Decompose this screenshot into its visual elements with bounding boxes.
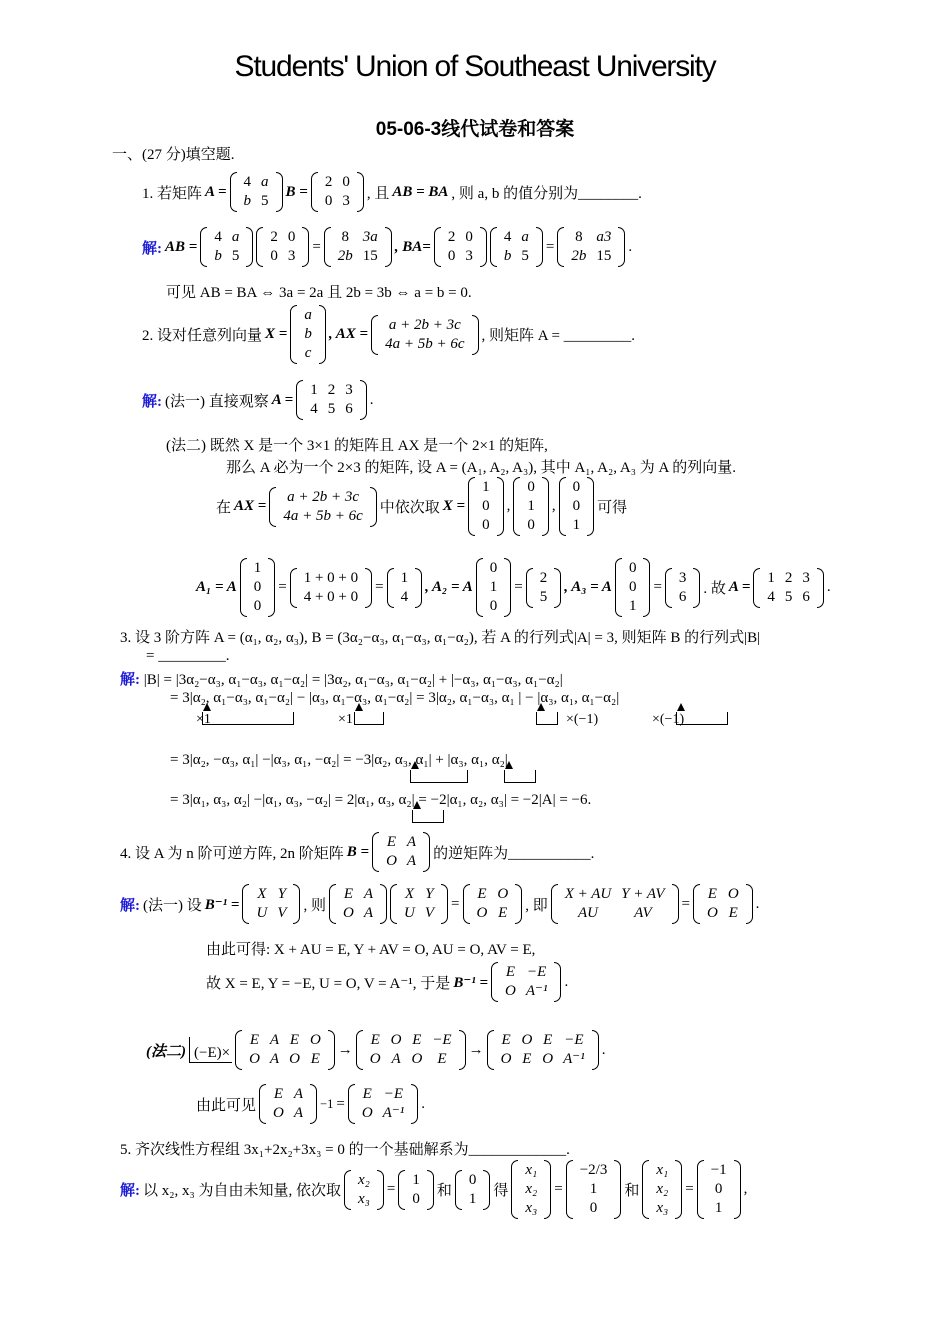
matrix-cell: 4 bbox=[243, 174, 251, 190]
q4-sol1-text: (法一) 设 bbox=[143, 897, 202, 914]
matrix-cell: 4 bbox=[310, 401, 318, 417]
q4-B-2 bbox=[329, 884, 387, 924]
matrix-cell: 0 bbox=[253, 579, 262, 595]
matrix-cell: 0 bbox=[324, 193, 333, 209]
q3-sol-line4: = 3|α₁, α₃, α₂| −|α₁, α₃, −α₂| = 2|α₁, α₃, α₂| = −2|α₁, α₂, α₃| = −2|A| = −6. bbox=[170, 792, 592, 808]
q4-derive2-text: 故 X = E, Y = −E, U = O, V = A⁻¹, 于是 bbox=[206, 975, 451, 992]
matrix-cell: 1 bbox=[572, 517, 581, 533]
matrix-cell: A bbox=[269, 1032, 280, 1048]
q2-A-label: A = bbox=[271, 391, 294, 408]
q4-M2 bbox=[356, 1030, 466, 1070]
matrix-cell: 0 bbox=[342, 174, 350, 190]
q3-mark-3: ×(−1) bbox=[566, 712, 599, 727]
matrix-cell: x₂ bbox=[357, 1171, 370, 1188]
matrix-cell: 0 bbox=[468, 1171, 477, 1188]
q3-sol-1 bbox=[120, 668, 563, 689]
q2-vector-AX-2 bbox=[269, 487, 376, 527]
solution-label: 解: bbox=[120, 1183, 140, 1199]
matrix-cell: 0 bbox=[270, 248, 278, 264]
matrix-cell: 6 bbox=[678, 588, 687, 605]
q1-conclusion: 可见 AB = BA ⇔ 3a = 2a 且 2b = 3b ⇔ a = b = 0. bbox=[166, 285, 472, 301]
q1-sol-ba: , BA= bbox=[394, 238, 431, 255]
matrix-cell: b bbox=[503, 248, 512, 264]
q1-sol-matrix-B2 bbox=[434, 227, 487, 267]
q4-question: 的逆矩阵为___________. bbox=[433, 845, 595, 862]
q2-sol2-line1: (法二) 既然 X 是一个 3×1 的矩阵且 AX 是一个 2×1 的矩阵, bbox=[166, 438, 548, 454]
matrix-cell: AU bbox=[577, 905, 598, 921]
q1-sol-matrix-A bbox=[200, 227, 253, 267]
matrix-cell: E bbox=[437, 1051, 447, 1067]
q5-text: 5. 齐次线性方程组 3x₁+2x₂+3x₃ = 0 的一个基础解系为_____________. bbox=[120, 1142, 570, 1158]
matrix-cell: b bbox=[304, 326, 312, 342]
q1-text: 1. 若矩阵 bbox=[142, 185, 203, 202]
q1-line bbox=[142, 172, 642, 212]
matrix-cell: b bbox=[243, 193, 251, 209]
matrix-cell: E bbox=[310, 1051, 320, 1067]
matrix-cell: A bbox=[293, 1086, 304, 1102]
matrix-cell: 1 bbox=[400, 569, 409, 586]
q1-matrix-A bbox=[230, 172, 283, 212]
matrix-cell: 0 bbox=[628, 560, 637, 576]
q4-Binv-label: B⁻¹ = bbox=[204, 896, 240, 913]
matrix-cell: x₁ bbox=[525, 1162, 538, 1178]
q4-derive2: 故 X = E, Y = −E, U = O, V = A⁻¹, 于是 B⁻¹ = E −E O A⁻¹ . bbox=[206, 962, 568, 1002]
matrix-cell: O bbox=[273, 1105, 284, 1121]
matrix-cell: 1 bbox=[714, 1200, 723, 1216]
matrix-cell: Y + AV bbox=[621, 886, 665, 902]
q2-sol1-text: (法一) 直接观察 bbox=[165, 393, 269, 410]
q5-and-2: 和 bbox=[624, 1183, 640, 1199]
matrix-cell: 0 bbox=[287, 229, 296, 245]
matrix-cell: E bbox=[289, 1032, 300, 1048]
matrix-cell: a bbox=[521, 229, 529, 245]
matrix-cell: 0 bbox=[714, 1181, 723, 1197]
matrix-cell: O bbox=[390, 1032, 402, 1048]
q5-x bbox=[511, 1160, 551, 1219]
q2-sol2-line2: 那么 A 必为一个 2×3 的矩阵, 设 A = (A₁, A₂, A₃), 其中 A₁, A₂, A₃ 为 A 的列向量. bbox=[226, 460, 736, 476]
matrix-cell: O bbox=[386, 853, 397, 869]
matrix-cell: b bbox=[214, 248, 222, 264]
matrix-cell: 4 bbox=[503, 229, 512, 245]
q4-Binv-label-2: B⁻¹ = bbox=[453, 974, 489, 991]
matrix-cell: 8 bbox=[575, 229, 583, 245]
q1-condition: AB = BA bbox=[392, 183, 449, 200]
matrix-cell: E bbox=[362, 1086, 372, 1102]
matrix-cell: X + AU bbox=[564, 886, 612, 902]
q4-EO bbox=[463, 884, 523, 924]
q3-text-2: = _________. bbox=[146, 648, 230, 664]
matrix-cell: −1 bbox=[710, 1162, 727, 1178]
matrix-cell: O bbox=[289, 1051, 300, 1067]
matrix-cell: 0 bbox=[447, 248, 456, 264]
q4-sol2-label: (法二) bbox=[146, 1043, 186, 1060]
q2-line bbox=[142, 305, 635, 364]
q2-A3-label: , A₃ = A bbox=[564, 579, 612, 595]
matrix-cell: 1 bbox=[482, 479, 490, 495]
q4-see: 由此可见 E A O A −1 = E −E O A⁻¹ . bbox=[196, 1084, 425, 1124]
q5-r1 bbox=[566, 1160, 622, 1219]
matrix-cell: 2 bbox=[447, 229, 456, 245]
q3-mark-1: ×1 bbox=[196, 712, 211, 727]
matrix-cell: 2 bbox=[270, 229, 278, 245]
matrix-cell: A bbox=[293, 1105, 304, 1121]
matrix-cell: 1 bbox=[253, 560, 262, 576]
q2-therefore: . 故 bbox=[703, 581, 726, 597]
matrix-cell: 0 bbox=[253, 598, 262, 614]
q3-arrow-7 bbox=[412, 810, 444, 823]
q2-e1b bbox=[240, 558, 276, 617]
matrix-cell: 5 bbox=[327, 401, 336, 417]
matrix-cell: a bbox=[231, 229, 240, 245]
q1-A-label: A = bbox=[205, 183, 227, 200]
q3-arrow-2 bbox=[354, 712, 384, 725]
matrix-cell: 4 bbox=[214, 229, 222, 245]
q3-arrow-1 bbox=[202, 712, 294, 725]
matrix-cell: O bbox=[369, 1051, 381, 1067]
q3-arrow-4 bbox=[676, 712, 728, 725]
matrix-cell: 5 bbox=[521, 248, 529, 264]
q2-A1-mid bbox=[290, 568, 372, 608]
q1-question: , 则 a, b 的值分别为________. bbox=[451, 185, 642, 202]
q1-sol-matrix-A2 bbox=[490, 227, 543, 267]
matrix-cell: A bbox=[269, 1051, 280, 1067]
q5-r2 bbox=[697, 1160, 741, 1219]
matrix-cell: 5 bbox=[784, 588, 793, 605]
matrix-cell: 3 bbox=[287, 248, 296, 264]
matrix-cell: E bbox=[501, 1032, 511, 1048]
q2-e1 bbox=[468, 477, 504, 536]
matrix-cell: 3 bbox=[342, 193, 350, 209]
matrix-cell: a + 2b + 3c bbox=[287, 488, 359, 505]
page-title: 05-06-3线代试卷和答案 bbox=[375, 119, 575, 140]
q1-B-label: B = bbox=[285, 183, 308, 200]
q1-and: , 且 bbox=[366, 185, 390, 202]
matrix-cell: E bbox=[505, 964, 516, 980]
matrix-cell: x₂ bbox=[525, 1181, 538, 1197]
matrix-cell: a bbox=[304, 307, 312, 323]
matrix-cell: 1 bbox=[589, 1181, 598, 1197]
matrix-cell: O bbox=[361, 1105, 373, 1121]
matrix-cell: 3 bbox=[465, 248, 473, 264]
q5-sol-text: 以 x₂, x₃ 为自由未知量, 依次取 bbox=[143, 1183, 341, 1199]
matrix-cell: −E bbox=[432, 1032, 452, 1048]
q1-sol-ab: AB = bbox=[165, 238, 198, 255]
matrix-cell: 4a + 5b + 6c bbox=[385, 335, 465, 352]
matrix-cell: 0 bbox=[589, 1200, 598, 1216]
matrix-cell: 0 bbox=[572, 479, 581, 495]
matrix-cell: 1 bbox=[310, 382, 318, 398]
matrix-cell: 3 bbox=[802, 569, 810, 586]
q4-see-text: 由此可见 bbox=[196, 1097, 257, 1114]
q2-A3 bbox=[665, 568, 701, 608]
q4-sol2: (法二) (−E)× E A E O O A O E → E O E −E O A O E → E O E −E O E O A⁻¹ . bbox=[146, 1030, 605, 1070]
matrix-cell: 3a bbox=[362, 229, 378, 245]
matrix-cell: 2b bbox=[337, 248, 353, 264]
matrix-cell: x₂ bbox=[656, 1181, 669, 1197]
matrix-cell: E bbox=[522, 1051, 532, 1067]
q1-solution: 解: AB = 4 a b 5 2 0 0 3 = 8 3a 2b 15 , BA= 2 0 0 3 4 a b 5 = 8 a3 2b 15 . bbox=[142, 227, 632, 267]
solution-label: 解: bbox=[120, 672, 140, 688]
q2-obtain: 可得 bbox=[597, 500, 628, 516]
section-heading: 一、(27 分)填空题. bbox=[112, 147, 235, 163]
matrix-cell: O bbox=[309, 1032, 321, 1048]
matrix-cell: 5 bbox=[261, 193, 269, 209]
q4-derive1: 由此可得: X + AU = E, Y + AV = O, AU = O, AV = E, bbox=[206, 942, 536, 958]
q4-Binv bbox=[491, 962, 561, 1002]
matrix-cell: 2b bbox=[571, 248, 587, 264]
q4-XY bbox=[242, 884, 300, 924]
matrix-cell: E bbox=[370, 1032, 380, 1048]
matrix-cell: 3 bbox=[678, 569, 687, 586]
q2-A2-label: , A₂ = A bbox=[425, 579, 473, 595]
q2-e3 bbox=[559, 477, 595, 536]
q3-text-1: 3. 设 3 阶方阵 A = (α₁, α₂, α₃), B = (3α₂−α₃, α₁−α₃, α₁−α₂), 若 A 的行列式|A| = 3, 则矩阵 B 的行列式|B| bbox=[120, 630, 761, 646]
q4-matrix-B bbox=[372, 832, 430, 872]
matrix-cell: A bbox=[391, 1051, 401, 1067]
q2-text: 2. 设对任意列向量 bbox=[142, 328, 263, 344]
matrix-cell: E bbox=[543, 1032, 553, 1048]
matrix-cell: 1 bbox=[527, 498, 535, 514]
matrix-cell: 0 bbox=[482, 517, 490, 533]
q5-x23 bbox=[344, 1170, 384, 1210]
solution-label: 解: bbox=[142, 240, 162, 257]
q3-sol-line1: |B| = |3α₂−α₃, α₁−α₃, α₁−α₂| = |3α₂, α₁−α₃, α₁−α₂| + |−α₃, α₁−α₃, α₁−α₂| bbox=[143, 672, 563, 688]
matrix-cell: A bbox=[363, 886, 374, 902]
matrix-cell: 4 bbox=[400, 588, 409, 605]
q5-solution: 解: 以 x₂, x₃ 为自由未知量, 依次取 x₂ x₃ = 1 0 和 0 1 得 x₁ x₂ x₃ = −2/3 1 0 和 x₁ x₂ x₃ = −1 0 1 , bbox=[120, 1160, 747, 1219]
matrix-cell: E bbox=[498, 905, 508, 921]
matrix-cell: 2 bbox=[324, 174, 333, 190]
matrix-cell: A bbox=[406, 834, 417, 850]
q5-x-2 bbox=[642, 1160, 682, 1219]
matrix-cell: 5 bbox=[539, 588, 548, 605]
matrix-cell: 6 bbox=[802, 588, 810, 605]
matrix-cell: c bbox=[304, 345, 312, 361]
q2-A1 bbox=[387, 568, 423, 608]
q4-EO-2 bbox=[693, 884, 753, 924]
matrix-cell: a3 bbox=[596, 229, 612, 245]
q5-and: 和 bbox=[436, 1183, 452, 1199]
matrix-cell: O bbox=[521, 1032, 533, 1048]
q4-sol1: 解: (法一) 设 B⁻¹ = X Y U V , 则 E A O A X Y U V = E O O E , 即 X + AU Y + AV AU AV = E O O E . bbox=[120, 884, 759, 924]
matrix-cell: 1 bbox=[412, 1171, 420, 1188]
q2-columns: A₁ = A 1 0 0 = 1 + 0 + 0 4 + 0 + 0 = 1 4 , A₂ = A 0 1 0 = 2 5 , A₃ = A 0 0 1 = 3 6 . 故 A = 1 2 3 4 5 6 . bbox=[196, 558, 831, 617]
matrix-cell: E bbox=[412, 1032, 422, 1048]
matrix-cell: 2 bbox=[327, 382, 336, 398]
q2-A2 bbox=[526, 568, 562, 608]
matrix-cell: 1 bbox=[489, 579, 498, 595]
matrix-cell: X bbox=[257, 886, 267, 902]
q4-row-op: (−E)× bbox=[189, 1037, 232, 1063]
q4-B-label: B = bbox=[346, 843, 370, 860]
solution-label: 解: bbox=[120, 897, 140, 914]
q5-c2 bbox=[455, 1170, 491, 1210]
matrix-cell: 0 bbox=[482, 498, 490, 514]
matrix-cell: −E bbox=[383, 1086, 404, 1102]
matrix-cell: 2 bbox=[539, 569, 548, 586]
matrix-cell: 1 bbox=[628, 598, 637, 614]
q3-mark-2: ×1 bbox=[338, 712, 353, 727]
matrix-cell: 0 bbox=[572, 498, 581, 514]
matrix-cell: Y bbox=[277, 886, 287, 902]
q2-take: 中依次取 bbox=[379, 500, 440, 516]
matrix-cell: 0 bbox=[465, 229, 473, 245]
matrix-cell: E bbox=[728, 905, 738, 921]
matrix-cell: x₃ bbox=[357, 1190, 370, 1207]
q2-vector-X bbox=[290, 305, 326, 364]
matrix-cell: 5 bbox=[231, 248, 240, 264]
q4-text: 4. 设 A 为 n 阶可逆方阵, 2n 阶矩阵 bbox=[120, 845, 344, 862]
q3-arrow-6 bbox=[504, 770, 536, 783]
q4-then: , 则 bbox=[303, 897, 326, 914]
q2-in: 在 bbox=[216, 500, 232, 516]
matrix-cell: O bbox=[505, 983, 516, 999]
matrix-cell: 4 bbox=[767, 588, 775, 605]
matrix-cell: O bbox=[476, 905, 488, 921]
matrix-cell: O bbox=[249, 1051, 260, 1067]
matrix-cell: E bbox=[707, 886, 717, 902]
q5-c1 bbox=[398, 1170, 434, 1210]
matrix-cell: 6 bbox=[345, 401, 353, 417]
matrix-cell: E bbox=[249, 1032, 260, 1048]
q2-e3b bbox=[615, 558, 651, 617]
matrix-cell: O bbox=[411, 1051, 423, 1067]
q1-sol-matrix-B bbox=[256, 227, 309, 267]
matrix-cell: −2/3 bbox=[579, 1162, 608, 1178]
matrix-cell: E bbox=[273, 1086, 284, 1102]
matrix-cell: O bbox=[343, 905, 354, 921]
matrix-cell: 0 bbox=[489, 598, 498, 614]
q2-X-label: X = bbox=[265, 326, 288, 342]
matrix-cell: A bbox=[363, 905, 374, 921]
matrix-cell: O bbox=[542, 1051, 554, 1067]
matrix-cell: 8 bbox=[341, 229, 350, 245]
matrix-cell: x₁ bbox=[656, 1162, 669, 1178]
q2-solution-1: 解: (法一) 直接观察 A = 1 2 3 4 5 6 . bbox=[142, 380, 373, 420]
q4-M3 bbox=[487, 1030, 599, 1070]
q2-e2b bbox=[476, 558, 512, 617]
matrix-cell: O bbox=[727, 886, 739, 902]
matrix-cell: x₃ bbox=[525, 1200, 538, 1216]
q3-sol-line2: = 3|α₂, α₁−α₃, α₁−α₂| − |α₃, α₁−α₃, α₁−α₂| = 3|α₂, α₁−α₃, α₁ | − |α₃, α₁, α₁−α₂| bbox=[170, 690, 620, 706]
matrix-cell: 0 bbox=[412, 1190, 420, 1207]
matrix-cell: A⁻¹ bbox=[525, 983, 548, 999]
matrix-cell: O bbox=[497, 886, 509, 902]
matrix-cell: O bbox=[500, 1051, 512, 1067]
matrix-cell: U bbox=[404, 905, 415, 921]
q4-ie: , 即 bbox=[525, 897, 548, 914]
matrix-cell: −E bbox=[564, 1032, 584, 1048]
q2-AX-label: , AX = bbox=[328, 326, 369, 342]
q2-matrix-A bbox=[296, 380, 367, 420]
q3-arrow-5 bbox=[410, 770, 468, 783]
matrix-cell: 1 bbox=[767, 569, 775, 586]
matrix-cell: 4 + 0 + 0 bbox=[303, 588, 359, 605]
matrix-cell: 15 bbox=[596, 248, 612, 264]
matrix-cell: 3 bbox=[345, 382, 353, 398]
matrix-cell: x₃ bbox=[656, 1200, 669, 1216]
matrix-cell: 1 bbox=[468, 1190, 477, 1207]
q4-B-3 bbox=[259, 1084, 317, 1124]
q2-e2 bbox=[513, 477, 549, 536]
matrix-cell: 0 bbox=[527, 517, 535, 533]
matrix-cell: E bbox=[477, 886, 487, 902]
q3-arrow-3 bbox=[536, 712, 558, 725]
matrix-cell: O bbox=[706, 905, 718, 921]
matrix-cell: 0 bbox=[489, 560, 498, 576]
q2-question: , 则矩阵 A = _________. bbox=[481, 328, 635, 344]
q4-prod bbox=[551, 884, 679, 924]
q2-sol2-line3: 在 AX = a + 2b + 3c 4a + 5b + 6c 中依次取 X = 1 0 0 , 0 1 0 , 0 0 1 可得 bbox=[216, 477, 627, 536]
q5-get: 得 bbox=[493, 1183, 509, 1199]
matrix-cell: −E bbox=[527, 964, 547, 980]
q4-line bbox=[120, 832, 594, 872]
matrix-cell: 0 bbox=[527, 479, 535, 495]
matrix-cell: a bbox=[261, 174, 269, 190]
matrix-cell: A⁻¹ bbox=[382, 1105, 405, 1121]
q3-sol-line3: = 3|α₂, −α₃, α₁| −|α₃, α₁, −α₂| = −3|α₂, α₃, α₁| + |α₃, α₁, α₂| bbox=[170, 752, 508, 768]
q4-M1 bbox=[235, 1030, 335, 1070]
q2-matrix-A-final bbox=[753, 568, 824, 608]
solution-label: 解: bbox=[142, 393, 162, 410]
q1-ba-result bbox=[557, 227, 625, 267]
q4-XY-2 bbox=[390, 884, 448, 924]
q4-Binv-2 bbox=[348, 1084, 418, 1124]
matrix-cell: a + 2b + 3c bbox=[388, 316, 461, 333]
matrix-cell: AV bbox=[634, 905, 652, 921]
q4-inv-sup: −1 bbox=[320, 1096, 334, 1111]
matrix-cell: V bbox=[277, 905, 287, 921]
matrix-cell: 1 + 0 + 0 bbox=[303, 569, 359, 586]
matrix-cell: E bbox=[386, 834, 397, 850]
matrix-cell: 2 bbox=[784, 569, 793, 586]
q1-ab-result bbox=[324, 227, 392, 267]
matrix-cell: V bbox=[424, 905, 435, 921]
matrix-cell: A bbox=[406, 853, 417, 869]
matrix-cell: 4a + 5b + 6c bbox=[283, 507, 363, 524]
q2-A1-label: A₁ = A bbox=[196, 579, 237, 595]
q3-mark-4: ×(−1) bbox=[652, 712, 685, 727]
matrix-cell: 15 bbox=[362, 248, 378, 264]
matrix-cell: Y bbox=[425, 886, 434, 902]
page-header: Students' Union of Southeast University bbox=[234, 50, 716, 83]
matrix-cell: U bbox=[256, 905, 268, 921]
q1-matrix-B bbox=[311, 172, 364, 212]
matrix-cell: X bbox=[404, 886, 415, 902]
matrix-cell: A⁻¹ bbox=[563, 1051, 585, 1067]
matrix-cell: 0 bbox=[628, 579, 637, 595]
q2-vector-AX bbox=[371, 315, 478, 355]
matrix-cell: E bbox=[343, 886, 353, 902]
